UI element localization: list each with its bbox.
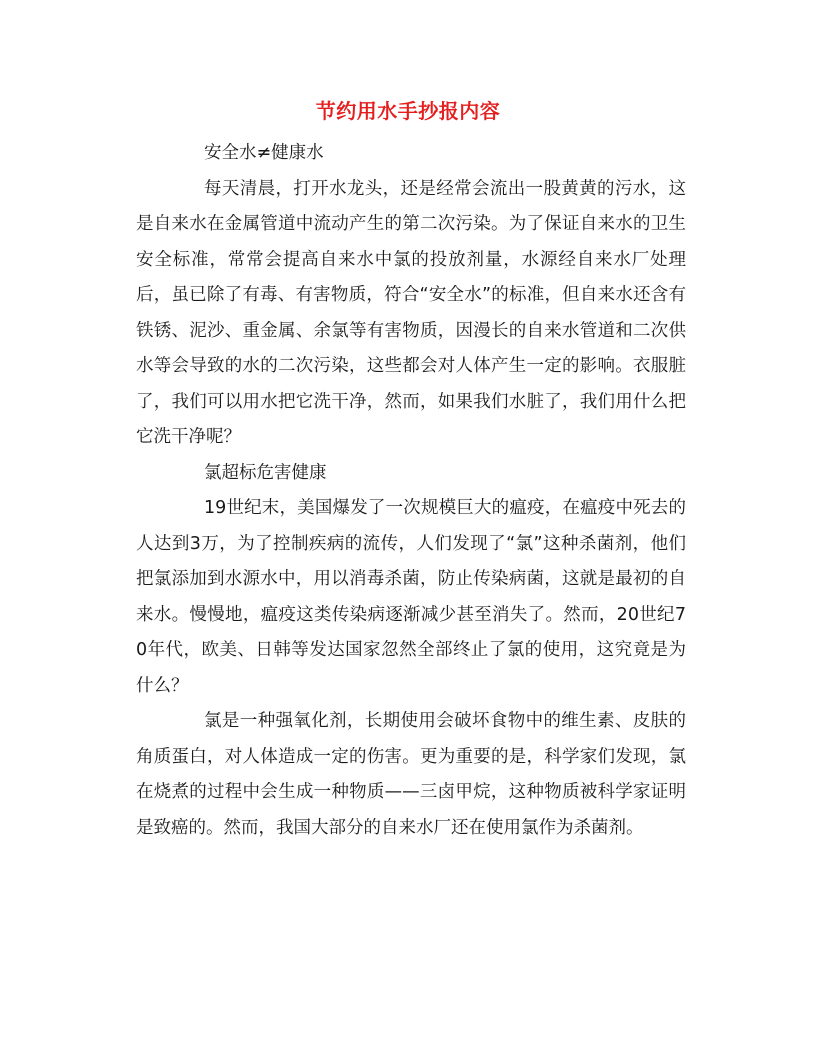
paragraph-chlorine-harm: 氯是一种强氧化剂，长期使用会破坏食物中的维生素、皮肤的角质蛋白，对人体造成一定的伤害。更为重要的是，科学家们发现，氯在烧煮的过程中会生成一种物质——三卤甲烷，这种物质被科学家证明是致癌的。然而，我国大部分的自来水厂还在使用氯作为杀菌剂。 (136, 711, 686, 838)
paragraph-chlorine-history: 19世纪末，美国爆发了一次规模巨大的瘟疫，在瘟疫中死去的人达到3万，为了控制疾病的流传，人们发现了“氯”这种杀菌剂，他们把氯添加到水源水中，用以消毒杀菌，防止传染病菌，这就是最初的自来水。慢慢地，瘟疫这类传染病逐渐减少甚至消失了。然而，20世纪70年代，欧美、日韩等发达国家忽然全部终止了氯的使用，这究竟是为什么？ (136, 498, 686, 696)
paragraph-water-pollution: 每天清晨，打开水龙头，还是经常会流出一股黄黄的污水，这是自来水在金属管道中流动产生的第二次污染。为了保证自来水的卫生安全标准，常常会提高自来水中氯的投放剂量，水源经自来水厂处理后，虽已除了有毒、有害物质，符合“安全水”的标准，但自来水还含有铁锈、泥沙、重金属、余氯等有害物质，因漫长的自来水管道和二次供水等会导致的水的二次污染，这些都会对人体产生一定的影响。衣服脏了，我们可以用水把它洗干净，然而，如果我们水脏了，我们用什么把它洗干净呢？ (136, 178, 686, 447)
document-body (136, 136, 686, 846)
section-heading-chlorine: 氯超标危害健康 (204, 462, 327, 483)
document-title: 节约用水手抄报内容 (315, 99, 501, 123)
section-heading-safe-water: 安全水≠健康水 (204, 143, 324, 163)
